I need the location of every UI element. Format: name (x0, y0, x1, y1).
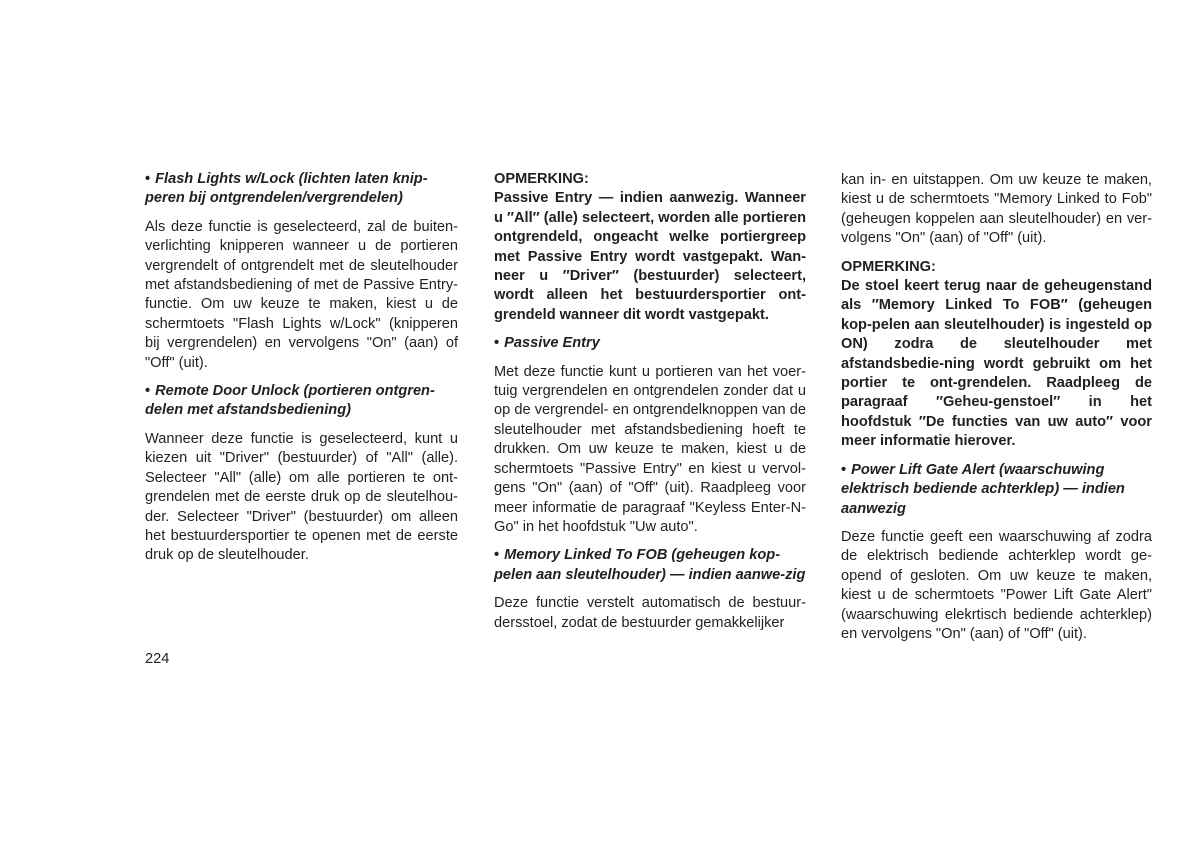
note-title: OPMERKING: (494, 171, 589, 187)
paragraph-passive-entry: Met deze functie kunt u portieren van het voer-tuig vergrendelen en ontgrendelen zonder dat u op de vergrendel- en ontgrendelknoppen van de sleutelhouder met afstandsbediening hoeft te drukken. Om uw keuze te maken, kiest u de schermtoets "Passive Entry" en kiest u vervol-gens "On" (aan) of "Off" (uit). Raadpleeg voor meer informatie de paragraaf "Keyless Enter-N-Go" in het hoofdstuk "Uw auto". (494, 363, 806, 535)
bullet-icon: • (494, 335, 500, 352)
column-left (145, 170, 458, 575)
paragraph-remote-door-unlock: Wanneer deze functie is geselecteerd, kunt u kiezen uit "Driver" (bestuurder) of "All" (alle). Selecteer "All" (alle) om alle portieren te ont-grendelen met de eerste druk op de sleutelhou-der. Selecteer "Driver" (bestuurder) om alleen het bestuurdersportier te openen met de eerste druk op de sleutelhouder. (145, 430, 458, 564)
column-middle (494, 170, 806, 642)
heading-text: Remote Door Unlock (portieren ontgren-delen met afstandsbediening) (145, 383, 435, 419)
section-heading-power-lift-gate (841, 461, 1152, 519)
section-heading-passive-entry (494, 334, 806, 353)
heading-text: Power Lift Gate Alert (waarschuwing elektrisch bediende achterklep) — indien aanwezig (841, 461, 1125, 517)
note-body: De stoel keert terug naar de geheugenstand als ″Memory Linked To FOB″ (geheugen kop-pelen aan sleutelhouder) is ingesteld op ON) zodra de sleutelhouder met afstandsbedie-ning wordt gebruikt om het portier te ont-grendelen. Raadpleeg de paragraaf ″Geheu-genstoel″ in het hoofdstuk ″De functies van uw auto″ voor meer informatie hierover. (841, 278, 1152, 450)
paragraph-memory-linked-continued: kan in- en uitstappen. Om uw keuze te maken, kiest u de schermtoets "Memory Linked to Fob" (geheugen koppelen aan sleutelhouder) en ver-volgens "On" (aan) of "Off" (uit). (841, 172, 1152, 247)
heading-text: Flash Lights w/Lock (lichten laten knip-peren bij ontgrendelen/vergrendelen) (145, 171, 428, 207)
bullet-icon: • (145, 171, 151, 187)
column-right (841, 171, 1152, 653)
paragraph-memory-linked: Deze functie verstelt automatisch de bestuur-dersstoel, zodat de bestuurder gemakkelijker (494, 595, 806, 631)
note-title: OPMERKING: (841, 258, 936, 275)
section-heading-flash-lights (145, 170, 458, 209)
paragraph-flash-lights: Als deze functie is geselecteerd, zal de buiten-verlichting knipperen wanneer u de portieren vergrendelt of ontgrendelt met de sleutelhouder met afstandsbediening of met de Passive Entry-functie. Om uw keuze te maken, kiest u de schermtoets "Flash Lights w/Lock" (knipperen bij vergrendelen) en vervolgens "On" (aan) of "Off" (uit). (145, 218, 458, 371)
section-heading-memory-linked (494, 546, 806, 585)
note-body: Passive Entry — indien aanwezig. Wanneer u ″All″ (alle) selecteert, worden alle portieren ontgrendeld, ongeacht welke portiergreep met Passive Entry wordt vastgepakt. Wan-neer u ″Driver″ (bestuurder) selecteert, wordt alleen het bestuurdersportier ont-grendeld wanneer dit wordt vastgepakt. (494, 190, 806, 323)
bullet-icon: • (494, 547, 500, 564)
section-heading-remote-door-unlock (145, 382, 458, 421)
heading-text: Passive Entry (504, 335, 600, 352)
page-number: 224 (145, 651, 170, 667)
heading-text: Memory Linked To FOB (geheugen kop-pelen aan sleutelhouder) — indien aanwe-zig (494, 547, 806, 583)
bullet-icon: • (841, 461, 847, 478)
bullet-icon: • (145, 383, 151, 400)
paragraph-power-lift-gate: Deze functie geeft een waarschuwing af zodra de elektrisch bediende achterklep wordt ge-opend of gesloten. Om uw keuze te maken, kiest u de schermtoets "Power Lift Gate Alert" (waarschuwing elekrtisch bediende achterklep) en vervolgens "On" (aan) of "Off" (uit). (841, 528, 1152, 642)
